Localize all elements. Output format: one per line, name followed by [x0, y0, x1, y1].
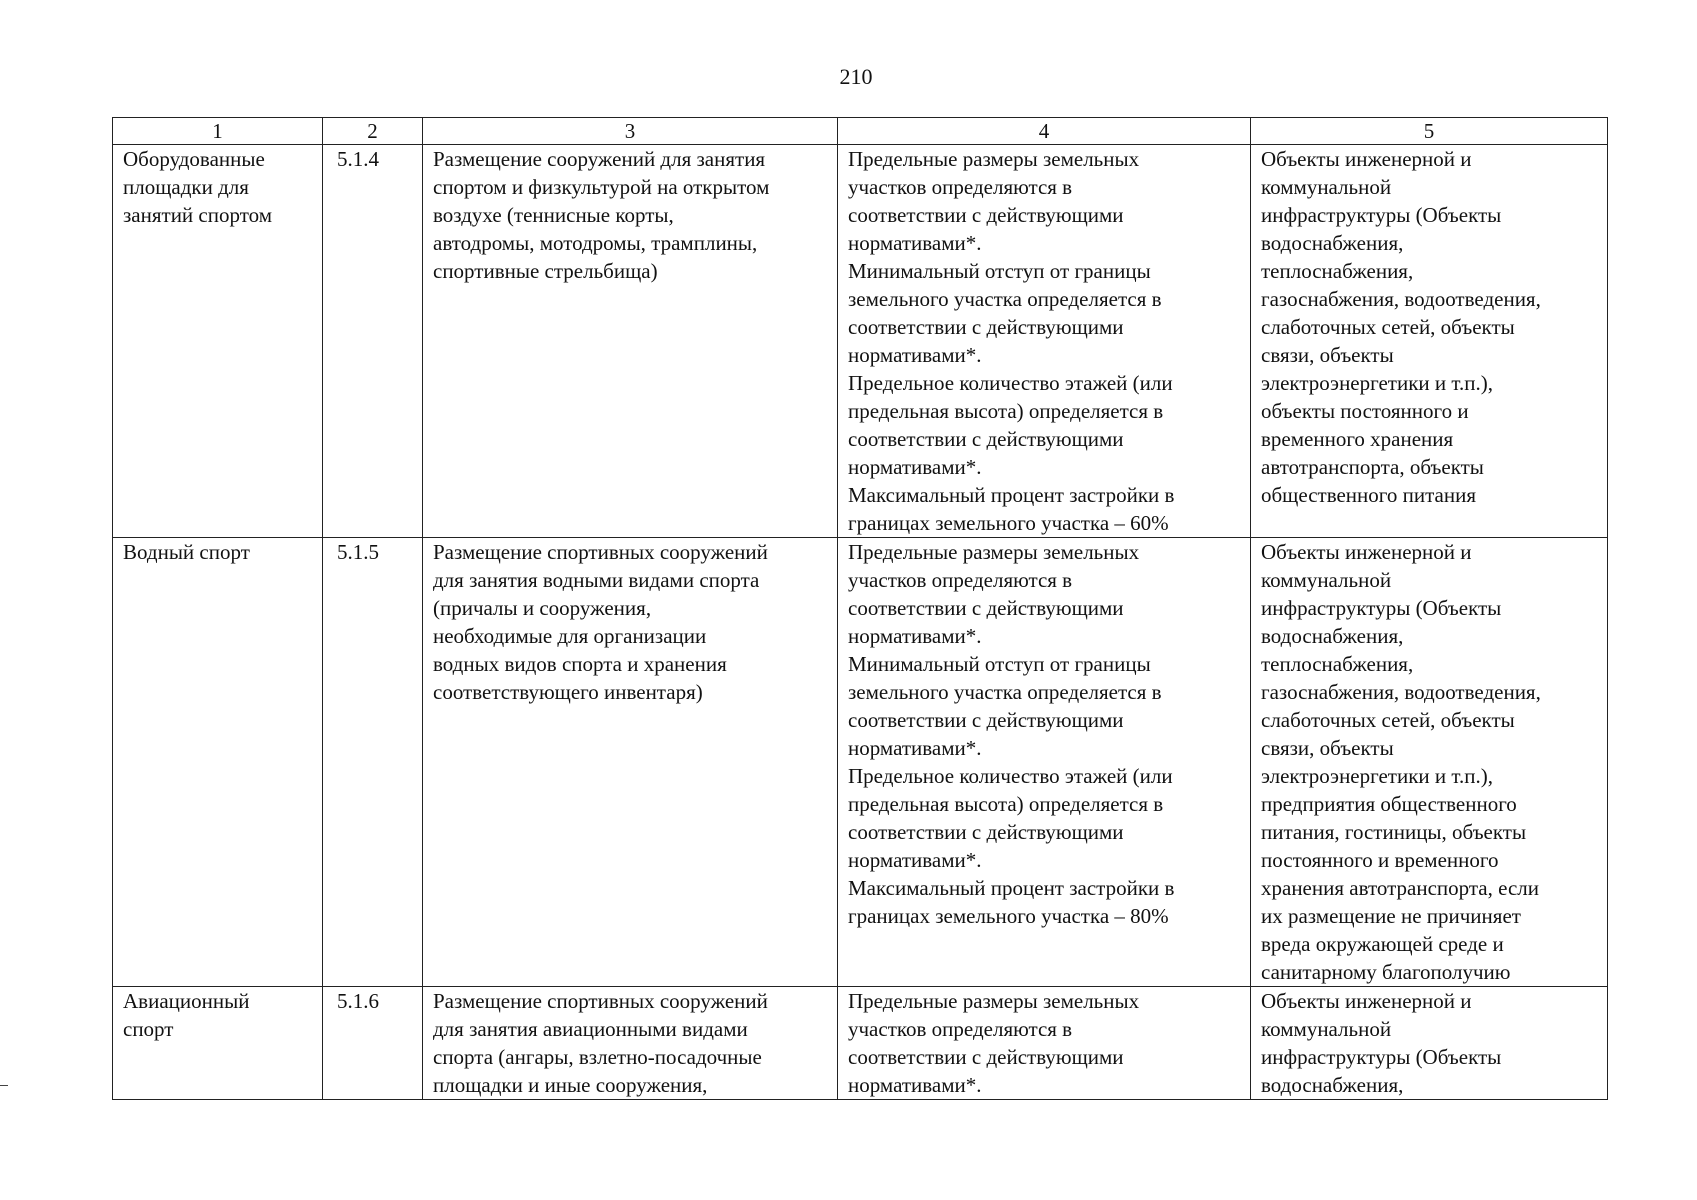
page-number: 210	[839, 64, 873, 89]
use-parameters: Предельные размеры земельных участков определяются в соответствии с действующими нормативами*. Минимальный отступ от границы земельного участка определяется в соответствии с действующими нормативами*. Предельное количество этажей (или предельная высота) определяется в соответствии с действующими нормативами*. Максимальный процент застройки в границах земельного участка – 80%	[848, 540, 1175, 928]
use-description-cell	[423, 145, 838, 538]
auxiliary-uses: Объекты инженерной и коммунальной инфраструктуры (Объекты водоснабжения, теплоснабжения, газоснабжения, водоотведения, слаботочных сетей, объекты связи, объекты электроэнергетики и т.п.), объекты постоянного и временного хранения автотранспорта, объекты общественного питания	[1261, 147, 1541, 507]
use-parameters: Предельные размеры земельных участков определяются в соответствии с действующими нормативами*. Минимальный отступ от границы земельного участка определяется в соответствии с действующими нормативами*. Предельное количество этажей (или предельная высота) определяется в соответствии с действующими нормативами*. Максимальный процент застройки в границах земельного участка – 60%	[848, 147, 1175, 535]
header-row	[113, 118, 1608, 145]
use-name: Авиационный спорт	[123, 989, 250, 1041]
use-parameters-cell	[838, 987, 1251, 1100]
land-use-table	[112, 117, 1608, 1100]
header-cell-1: 1	[113, 118, 323, 145]
use-code: 5.1.4	[337, 147, 379, 171]
table-row	[113, 145, 1608, 538]
use-name-cell	[113, 987, 323, 1100]
auxiliary-uses-cell	[1251, 987, 1608, 1100]
use-code: 5.1.6	[337, 989, 379, 1013]
use-parameters-cell	[838, 145, 1251, 538]
auxiliary-uses: Объекты инженерной и коммунальной инфраструктуры (Объекты водоснабжения, теплоснабжения, газоснабжения, водоотведения, слаботочных сетей, объекты связи, объекты электроэнергетики и т.п.), предприятия общественного питания, гостиницы, объекты постоянного и временного хранения автотранспорта, если их размещение не причиняет вреда окружающей среде и санитарному благополучию	[1261, 540, 1541, 984]
use-description: Размещение спортивных сооружений для занятия водными видами спорта (причалы и сооружения, необходимые для организации водных видов спорта и хранения соответствующего инвентаря)	[433, 540, 768, 704]
use-parameters-cell	[838, 538, 1251, 987]
use-code: 5.1.5	[337, 540, 379, 564]
use-description: Размещение спортивных сооружений для занятия авиационными видами спорта (ангары, взлетно-посадочные площадки и иные сооружения,	[433, 989, 768, 1097]
use-name: Водный спорт	[123, 540, 250, 564]
use-code-cell	[323, 987, 423, 1100]
use-description: Размещение сооружений для занятия спортом и физкультурой на открытом воздухе (теннисные корты, автодромы, мотодромы, трамплины, спортивные стрельбища)	[433, 147, 770, 283]
use-description-cell	[423, 987, 838, 1100]
use-name: Оборудованные площадки для занятий спортом	[123, 147, 272, 227]
use-description-cell	[423, 538, 838, 987]
auxiliary-uses-cell	[1251, 145, 1608, 538]
auxiliary-uses: Объекты инженерной и коммунальной инфраструктуры (Объекты водоснабжения,	[1261, 989, 1502, 1097]
use-parameters: Предельные размеры земельных участков определяются в соответствии с действующими нормативами*.	[848, 989, 1140, 1097]
header-cell-4: 4	[838, 118, 1251, 145]
table-row	[113, 538, 1608, 987]
use-name-cell	[113, 145, 323, 538]
use-code-cell	[323, 145, 423, 538]
table-row	[113, 987, 1608, 1100]
scan-edge-mark	[0, 1085, 8, 1086]
header-cell-3: 3	[423, 118, 838, 145]
header-cell-2: 2	[323, 118, 423, 145]
header-cell-5: 5	[1251, 118, 1608, 145]
use-name-cell	[113, 538, 323, 987]
auxiliary-uses-cell	[1251, 538, 1608, 987]
use-code-cell	[323, 538, 423, 987]
